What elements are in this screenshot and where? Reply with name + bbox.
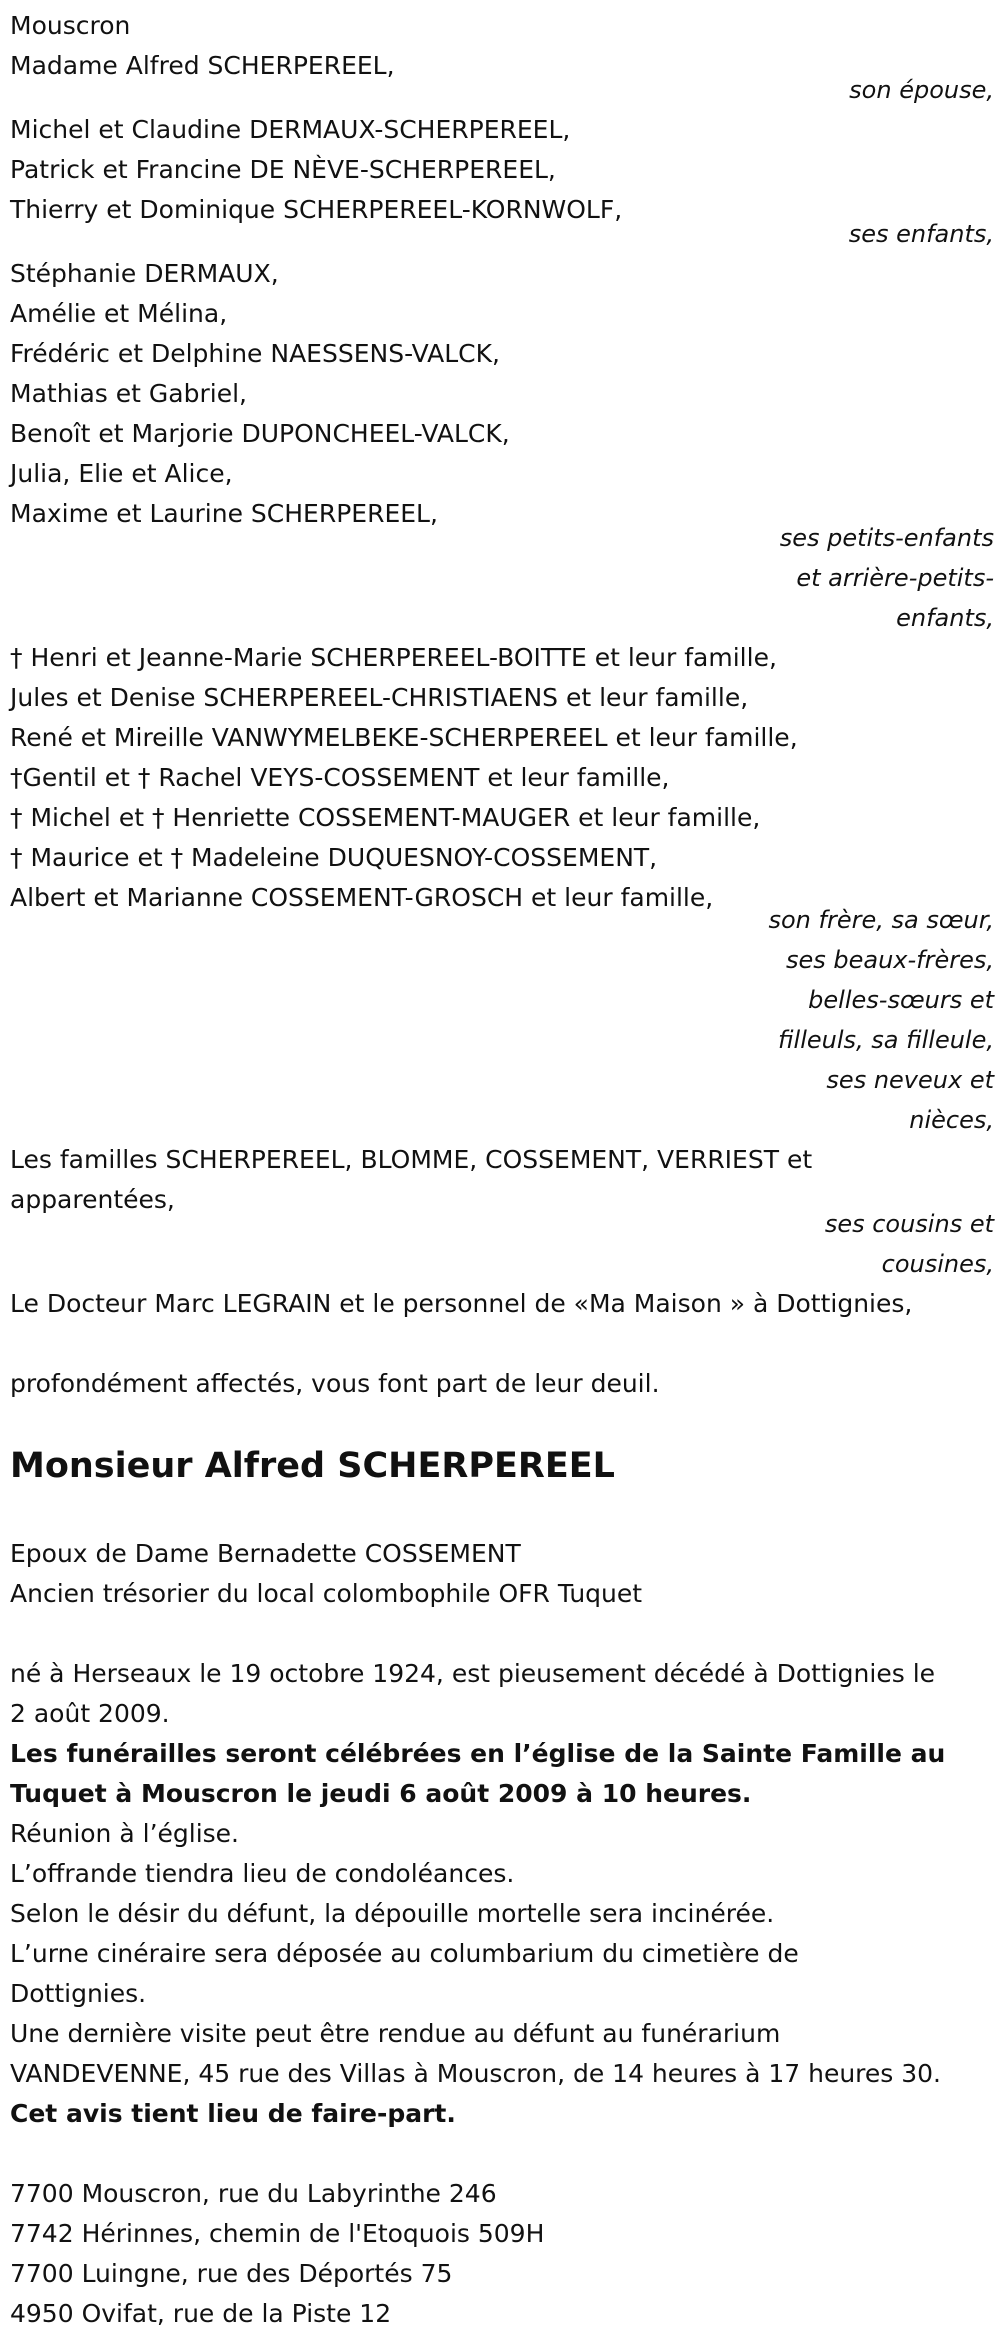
sibling-line: René et Mireille VANWYMELBEKE-SCHERPEREEL et leur famille, xyxy=(10,723,798,752)
families-line: apparentées, xyxy=(10,1185,175,1214)
sibling-line: † Henri et Jeanne-Marie SCHERPEREEL-BOITTE et leur famille, xyxy=(10,643,777,672)
grandchildren-role: enfants, xyxy=(896,604,994,632)
sibling-line: Jules et Denise SCHERPEREEL-CHRISTIAENS et leur famille, xyxy=(10,683,749,712)
families-role: cousines, xyxy=(881,1250,994,1278)
sibling-line: †Gentil et † Rachel VEYS-COSSEMENT et leur famille, xyxy=(10,763,670,792)
grandchild-line: Julia, Elie et Alice, xyxy=(10,459,233,488)
child-line: Patrick et Francine DE NÈVE-SCHERPEREEL, xyxy=(10,155,556,184)
grandchild-line: Stéphanie DERMAUX, xyxy=(10,259,279,288)
families-line: Les familles SCHERPEREEL, BLOMME, COSSEMENT, VERRIEST et xyxy=(10,1145,813,1174)
siblings-role: son frère, sa sœur, xyxy=(768,906,994,934)
grandchild-line: Frédéric et Delphine NAESSENS-VALCK, xyxy=(10,339,500,368)
sibling-line: † Maurice et † Madeleine DUQUESNOY-COSSEMENT, xyxy=(10,843,658,872)
siblings-role: nièces, xyxy=(909,1106,994,1134)
wife-name: Madame Alfred SCHERPEREEL, xyxy=(10,51,395,80)
grandchildren-role: ses petits-enfants xyxy=(779,524,994,552)
families-role: ses cousins et xyxy=(824,1210,994,1238)
child-line: Thierry et Dominique SCHERPEREEL-KORNWOLF, xyxy=(10,195,623,224)
deceased-name: Monsieur Alfred SCHERPEREEL xyxy=(10,1446,615,1486)
sibling-line: Albert et Marianne COSSEMENT-GROSCH et leur famille, xyxy=(10,883,714,912)
birth-death-line: 2 août 2009. xyxy=(10,1699,170,1728)
affected-line: profondément affectés, vous font part de leur deuil. xyxy=(10,1369,660,1398)
siblings-role: ses neveux et xyxy=(826,1066,994,1094)
meeting-line: Réunion à l’église. xyxy=(10,1819,240,1848)
wife-role: son épouse, xyxy=(849,76,994,104)
funeral-line: Tuquet à Mouscron le jeudi 6 août 2009 à 10 heures. xyxy=(10,1779,752,1808)
urn-line: L’urne cinéraire sera déposée au columbarium du cimetière de xyxy=(10,1939,799,1968)
visit-line: VANDEVENNE, 45 rue des Villas à Mouscron, de 14 heures à 17 heures 30. xyxy=(10,2059,942,2088)
grandchild-line: Amélie et Mélina, xyxy=(10,299,228,328)
grandchild-line: Mathias et Gabriel, xyxy=(10,379,247,408)
grandchild-line: Maxime et Laurine SCHERPEREEL, xyxy=(10,499,438,528)
grandchild-line: Benoît et Marjorie DUPONCHEEL-VALCK, xyxy=(10,419,510,448)
child-line: Michel et Claudine DERMAUX-SCHERPEREEL, xyxy=(10,115,571,144)
city: Mouscron xyxy=(10,11,131,40)
visit-line: Une dernière visite peut être rendue au défunt au funérarium xyxy=(10,2019,781,2048)
grandchildren-role: et arrière-petits- xyxy=(796,564,994,592)
address-line: 7700 Mouscron, rue du Labyrinthe 246 xyxy=(10,2179,497,2208)
doctor-line: Le Docteur Marc LEGRAIN et le personnel de «Ma Maison » à Dottignies, xyxy=(10,1289,913,1318)
notice-line: Cet avis tient lieu de faire-part. xyxy=(10,2099,456,2128)
address-line: 7700 Luingne, rue des Déportés 75 xyxy=(10,2259,453,2288)
urn-line: Dottignies. xyxy=(10,1979,147,2008)
funeral-line: Les funérailles seront célébrées en l’église de la Sainte Famille au xyxy=(10,1739,946,1768)
siblings-role: belles-sœurs et xyxy=(808,986,994,1014)
address-line: 4950 Ovifat, rue de la Piste 12 xyxy=(10,2299,392,2328)
deceased-spouse: Epoux de Dame Bernadette COSSEMENT xyxy=(10,1539,521,1568)
deceased-title: Ancien trésorier du local colombophile OFR Tuquet xyxy=(10,1579,643,1608)
siblings-role: filleuls, sa filleule, xyxy=(778,1026,994,1054)
cremation-line: Selon le désir du défunt, la dépouille mortelle sera incinérée. xyxy=(10,1899,775,1928)
siblings-role: ses beaux-frères, xyxy=(785,946,994,974)
offering-line: L’offrande tiendra lieu de condoléances. xyxy=(10,1859,515,1888)
sibling-line: † Michel et † Henriette COSSEMENT-MAUGER et leur famille, xyxy=(10,803,761,832)
children-role: ses enfants, xyxy=(848,220,994,248)
birth-death-line: né à Herseaux le 19 octobre 1924, est pieusement décédé à Dottignies le xyxy=(10,1659,936,1688)
address-line: 7742 Hérinnes, chemin de l'Etoquois 509H xyxy=(10,2219,545,2248)
